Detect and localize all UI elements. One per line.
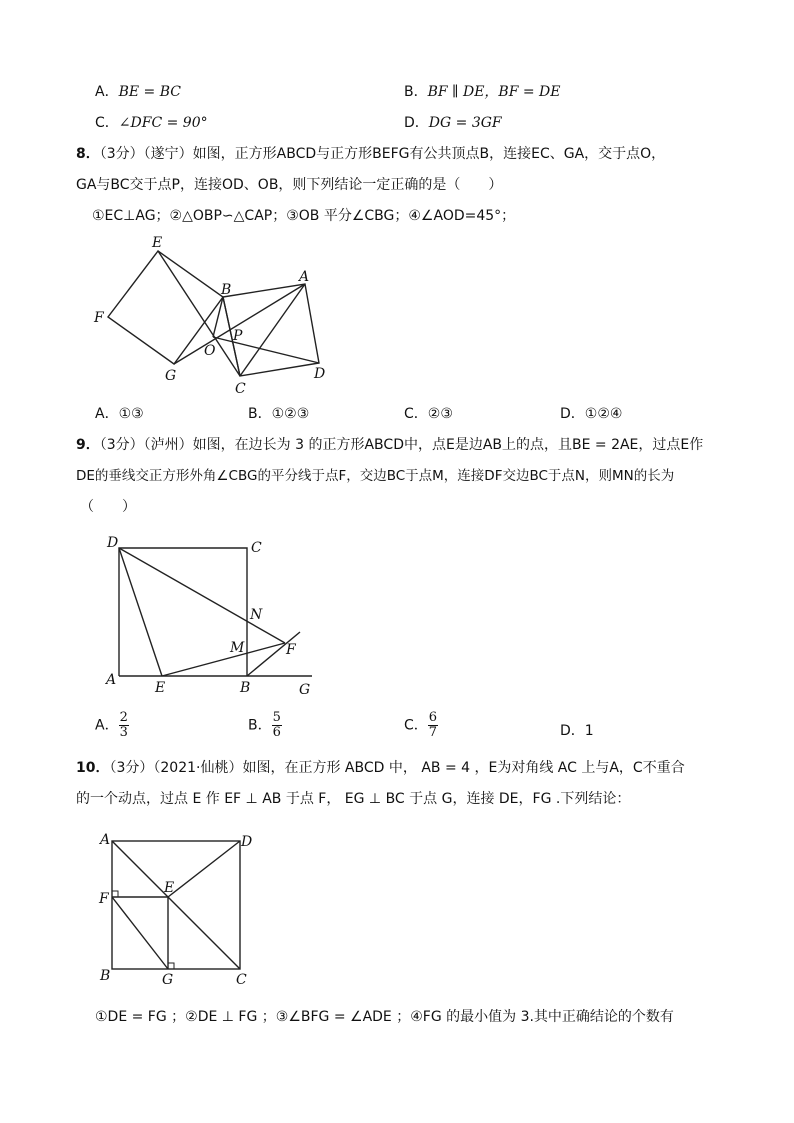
- q8-option-c: C．②③: [404, 406, 453, 422]
- q8-label-b: B: [221, 282, 232, 298]
- q7-option-a: A．BE = BC: [95, 84, 181, 100]
- q9-label-f: F: [286, 642, 296, 658]
- q8-option-b: B．①②③: [248, 406, 310, 422]
- q9-option-c-fraction: $\frac{6}{7}$: [428, 710, 438, 740]
- q7-option-d: D．DG = 3GF: [404, 115, 502, 131]
- q8-statements: ①EC⊥AG；②△OBP∽△CAP；③OB 平分∠CBG；④∠AOD=45°；: [92, 208, 516, 224]
- q8-option-d: D．①②④: [560, 406, 623, 422]
- q9-label-e: E: [155, 680, 166, 696]
- q10-label-b: B: [100, 968, 111, 984]
- q9-stem-line3: （ ）: [80, 499, 136, 515]
- q9-label-a: A: [106, 672, 117, 688]
- q8-stem-line1: 8．（3分）（遂宁）如图，正方形ABCD与正方形BEFG有公共顶点B，连接EC、GA，交于点O，: [76, 146, 666, 162]
- q8-label-d: D: [314, 366, 326, 382]
- q9-option-a-fraction: $\frac{2}{3}$: [119, 710, 128, 740]
- q9-label-n: N: [250, 607, 263, 623]
- q9-option-a: A． $\frac{2}{3}$: [95, 710, 128, 740]
- q10-stem-line1: 10．（3分）（2021·仙桃）如图，在正方形 ABCD 中， AB = 4 ，E为对角线 AC 上与A，C不重合: [76, 760, 685, 776]
- q10-label-f: F: [99, 891, 109, 907]
- q7-option-b: B．BF ∥ DE，BF = DE: [404, 84, 561, 100]
- q7-option-c: C．∠DFC = 90°: [95, 115, 208, 131]
- q8-label-e: E: [152, 235, 163, 251]
- q9-label-b: B: [240, 680, 251, 696]
- q10-label-c: C: [236, 972, 247, 988]
- q10-label-d: D: [241, 834, 253, 850]
- q10-label-g: G: [162, 972, 174, 988]
- q10-label-e: E: [164, 880, 175, 896]
- q9-label-m: M: [230, 640, 245, 656]
- q8-label-o: O: [204, 343, 216, 359]
- q9-label-d: D: [107, 535, 119, 551]
- q10-label-a: A: [100, 832, 111, 848]
- q8-label-p: P: [233, 328, 243, 344]
- q9-stem-line2: DE的垂线交正方形外角∠CBG的平分线于点F，交边BC于点M，连接DF交边BC于点N，则MN的长为: [76, 468, 675, 484]
- q9-stem-line1: 9．（3分）（泸州）如图，在边长为 3 的正方形ABCD中，点E是边AB上的点，且BE = 2AE，过点E作: [76, 437, 704, 453]
- q9-option-c: C． $\frac{6}{7}$: [404, 710, 438, 740]
- q8-option-a: A．①③: [95, 406, 144, 422]
- q9-option-b: B． $\frac{5}{6}$: [248, 710, 281, 740]
- q10-stem-line2: 的一个动点，过点 E 作 EF ⊥ AB 于点 F， EG ⊥ BC 于点 G，连接 DE，FG .下列结论：: [76, 791, 631, 807]
- q9-option-b-fraction: $\frac{5}{6}$: [272, 710, 281, 740]
- q8-label-c: C: [235, 381, 246, 397]
- q8-stem-line2: GA与BC交于点P，连接OD、OB，则下列结论一定正确的是（ ）: [76, 177, 503, 193]
- q9-label-c: C: [251, 540, 262, 556]
- q8-label-g: G: [165, 368, 177, 384]
- q9-label-g: G: [299, 682, 311, 698]
- q8-label-a: A: [299, 269, 310, 285]
- q8-label-f: F: [94, 310, 104, 326]
- q10-statements: ①DE = FG ；②DE ⊥ FG ；③∠BFG = ∠ADE ；④FG 的最小值为 3.其中正确结论的个数有: [95, 1009, 674, 1025]
- q9-option-d: D．1: [560, 723, 594, 739]
